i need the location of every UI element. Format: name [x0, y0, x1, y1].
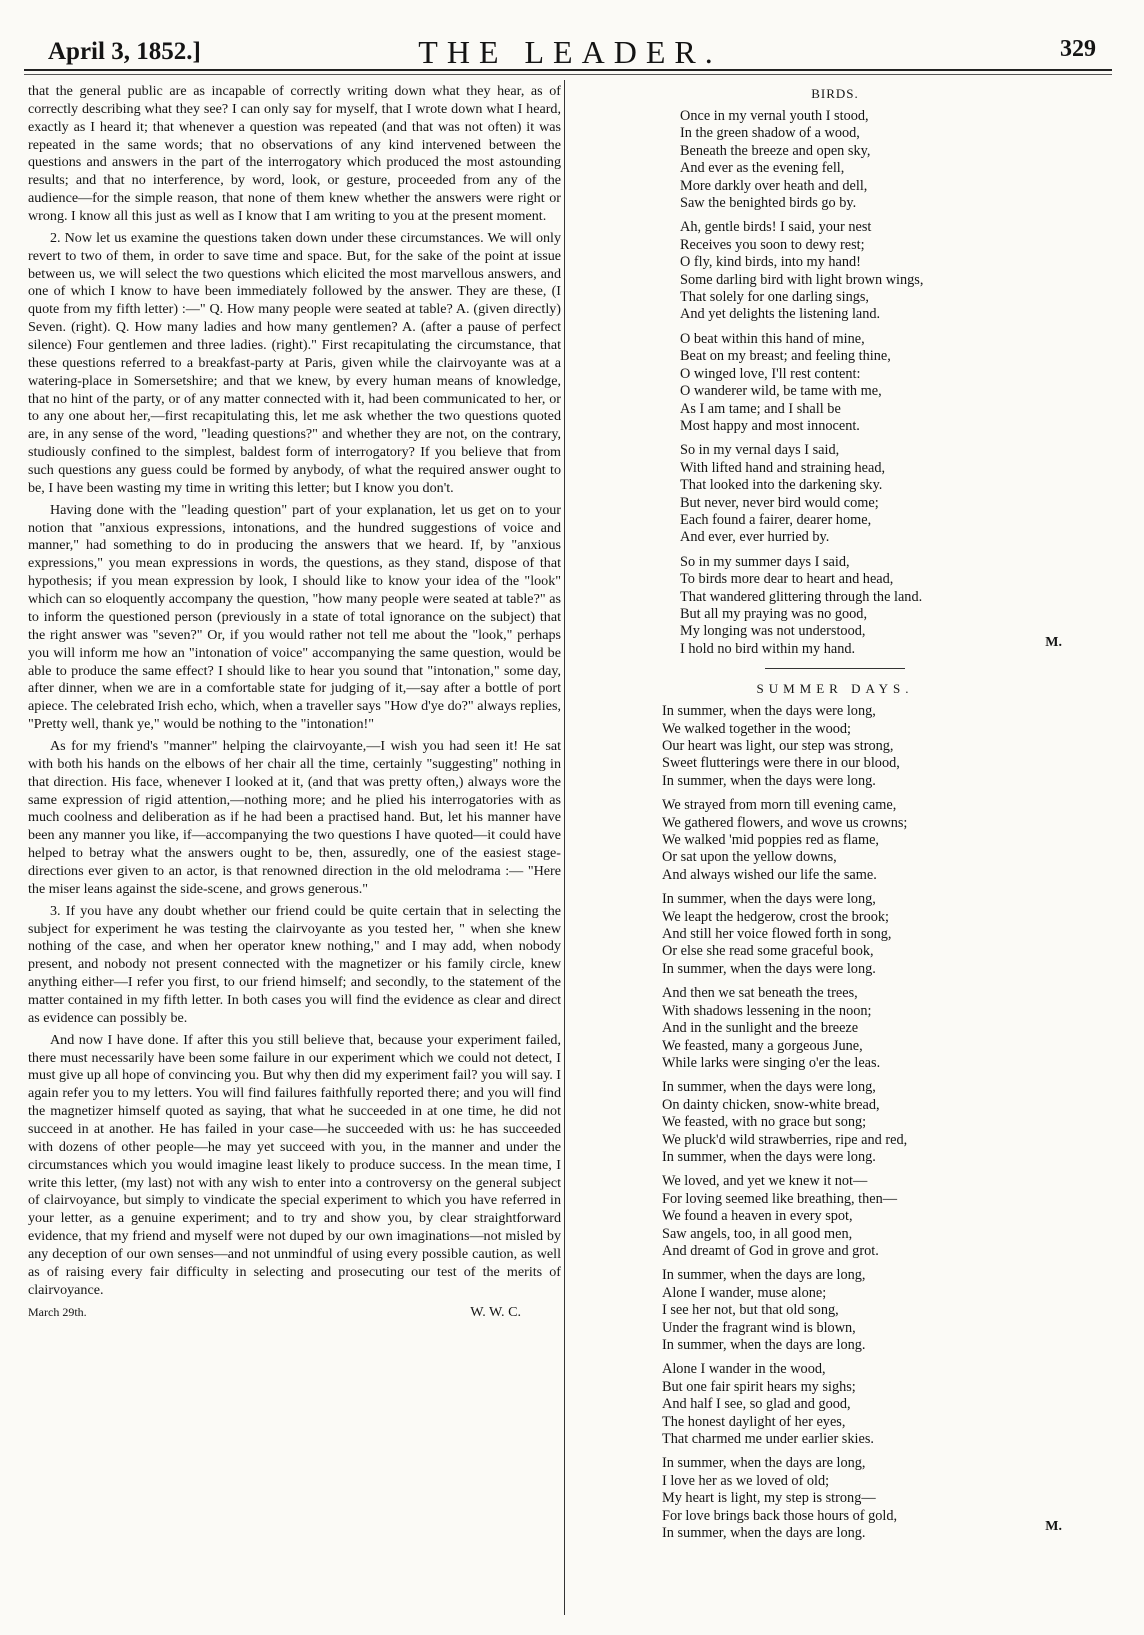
- poem-line: Or else she read some graceful book,: [662, 943, 874, 960]
- poem-line: My longing was not understood,: [680, 623, 866, 640]
- poem-line: For loving seemed like breathing, then—: [662, 1190, 898, 1207]
- poem-stanza: [680, 108, 1090, 212]
- poem-summer-days: [580, 703, 1090, 1542]
- poetry-column: [580, 86, 1090, 1549]
- poem-line: Our heart was light, our step was strong,: [662, 738, 894, 754]
- poem-line: O beat within this hand of mine,: [680, 330, 865, 347]
- poem-title-summer-days: SUMMER DAYS.: [756, 681, 914, 697]
- poem-stanza: [662, 1267, 1090, 1354]
- poem-line: Most happy and most innocent.: [680, 417, 860, 434]
- poem-line: In summer, when the days were long.: [662, 772, 876, 789]
- poem-line: O wanderer wild, be tame with me,: [680, 383, 882, 400]
- poem-line: Beat on my breast; and feeling thine,: [680, 348, 891, 365]
- poem-line: And always wished our life the same.: [662, 866, 877, 883]
- poem-title-birds: BIRDS.: [811, 86, 859, 101]
- poem-line: We pluck'd wild strawberries, ripe and red,: [662, 1131, 908, 1148]
- poem-line: I see her not, but that old song,: [662, 1302, 839, 1319]
- page-number: 329: [1060, 36, 1096, 62]
- poem-line: And then we sat beneath the trees,: [662, 985, 858, 1002]
- poem-line: We walked 'mid poppies red as flame,: [662, 832, 880, 849]
- letter-paragraph: that the general public are as incapable of correctly writing down what they hear, as of correctly describing what they see? I can only say for myself, that I wrote down what I heard, exactly as I heard it; that whenever a question was repeated (and that was not often) it was repeated in the same words; that no observations of any kind intervened between the questions and answers in the part of the interrogatory which produced the most astounding results; and that no interference, by word, look, or gesture, proceeded from any of the audience—for the simple reason, that none of them knew whether the answers were right or wrong. I know all this just as well as I know that I am writing to you at the present moment.: [28, 83, 561, 225]
- poem-stanza: [680, 219, 1090, 323]
- poem-stanza: [662, 1173, 1090, 1260]
- poem-stanza: [662, 1079, 1090, 1166]
- poem-line: In summer, when the days were long,: [662, 891, 876, 908]
- poem-line: O fly, kind birds, into my hand!: [680, 254, 861, 271]
- letter-paragraph: And now I have done. If after this you still believe that, because your experiment failed, there must necessarily have been some failure in our experiment which we could not detect, I must give up all hope of convincing you. But why then did my experiment fail? you will say. I again refer you to my letters. You will find failures faithfully reported there; and you will find the magnetizer himself quoted as saying, that what he succeeded in at one time, he did not succeed in at another. He has failed in your case—he succeeded with us: he has succeeded with dozens of other people—he may yet succeed with you, in the manner and under the circumstances which you would imagine least likely to produce success. In the mean time, I write this letter, (my last) not with any wish to enter into a controversy on the general subject of clairvoyance, but simply to vindicate the special experiment to which you have referred in your letter, as a genuine experiment; and to try and show you, by clear straightforward evidence, that my friend and myself were not duped by our own imaginations—not misled by any deception of our own senses—and not unmindful of using every possible caution, as well as of raising every fair difficulty in selecting and prosecuting our test of the merits of clairvoyance.: [28, 1031, 561, 1298]
- poem-line: And yet delights the listening land.: [680, 306, 881, 323]
- poem-stanza: [662, 1455, 1090, 1542]
- poem-line: Saw the benighted birds go by.: [680, 195, 857, 212]
- poem-line: Once in my vernal youth I stood,: [680, 108, 869, 124]
- poem-line: We found a heaven in every spot,: [662, 1208, 853, 1225]
- letter-paragraph: As for my friend's "manner" helping the clairvoyante,—I wish you had seen it! He sat with both his hands on the elbows of her chair all the time, certainly "suggesting" nothing in that direction. His face, whenever I looked at it, (and that was pretty often,) always wore the same expression of rigid attention,—nothing more; and he plied his interrogatories with as much coolness and deliberation as if he had been a practised hand. But, let his manner have been any manner you like, if—accompanying the two questions I have quoted—it could have helped to betray what the answers ought to be, then, assuredly, one of the easiest stage-directions ever given to an actor, is that renowned direction in the old melodrama :— "Here the miser leans against the side-scene, and grows generous.": [28, 737, 561, 897]
- poem-line: Receives you soon to dewy rest;: [680, 236, 865, 253]
- poem-line: And ever as the evening fell,: [680, 160, 845, 177]
- poem-line: We loved, and yet we knew it not—: [662, 1173, 868, 1190]
- poem-line: Sweet flutterings were there in our blood,: [662, 755, 900, 772]
- poem-line: And half I see, so glad and good,: [662, 1396, 851, 1413]
- letter-paragraph: Having done with the "leading question" part of your explanation, let us get on to your notion that "anxious expressions, intonations, and the hundred suggestions of voice and manner," had something to do in producing the answers that we heard. If, by "anxious expressions," you mean expressions in words, the questions, as they stand, dispose of that hypothesis; if you mean expression by look, I should like to know your idea of the "look" which can so eloquently accompany the question, "how many people were seated at table?" as to inform the questioned person (previously in a state of total ignorance on the subject) that the right answer was "seven?" Or, if you would rather not tell me about the "look," perhaps you will inform me how an "intonation of voice" accompanying the same question, would be able to produce the same effect? I should like to hear you sound that "intonation," some day, after dinner, when we are in a comfortable state for judging of it,—say after a bottle of port apiece. The celebrated Irish echo, which, when a traveller says "How d'ye do?" always replies, "Pretty well, thank ye," would be nothing to the "intonation!": [28, 501, 561, 733]
- poem-line: In summer, when the days are long.: [662, 1525, 866, 1542]
- poem-line: We strayed from morn till evening came,: [662, 797, 897, 814]
- poem-line: I hold no bird within my hand.: [680, 640, 856, 657]
- poem-line: That wandered glittering through the land.: [680, 588, 923, 605]
- poem-line: In summer, when the days were long.: [662, 960, 876, 977]
- poem-line: And still her voice flowed forth in song,: [662, 926, 892, 943]
- letter-footer: [28, 1304, 561, 1322]
- poem-separator: [765, 668, 905, 669]
- poem-line: Alone I wander in the wood,: [662, 1361, 826, 1378]
- poem-line: So in my vernal days I said,: [680, 442, 840, 459]
- poem-line: And ever, ever hurried by.: [680, 529, 830, 546]
- poem-line: In the green shadow of a wood,: [680, 125, 860, 142]
- poem-line: For love brings back those hours of gold,: [662, 1507, 898, 1524]
- poem-line: Alone I wander, muse alone;: [662, 1284, 827, 1301]
- poem-stanza: [662, 985, 1090, 1072]
- header-rule: [24, 69, 1112, 71]
- poem-line: Each found a fairer, dearer home,: [680, 511, 872, 528]
- poem-line: I love her as we loved of old;: [662, 1472, 830, 1489]
- masthead: [40, 30, 1100, 70]
- poem-line: We feasted, many a gorgeous June,: [662, 1037, 863, 1054]
- poem-line: Under the fragrant wind is blown,: [662, 1319, 856, 1336]
- poem-line: But all my praying was no good,: [680, 605, 868, 622]
- poem-line: O winged love, I'll rest content:: [680, 365, 861, 382]
- poem-line: That looked into the darkening sky.: [680, 477, 883, 494]
- poem-line: That charmed me under earlier skies.: [662, 1431, 874, 1448]
- letter-paragraph: 2. Now let us examine the questions taken down under these circumstances. We will only revert to two of them, in order to save time and space. But, for the sake of the point at issue between us, we will select the two questions which elicited the most marvellous answers, and one of which I know to have been immediately followed by the answer. They are these, (I quote from my fifth letter) :—" Q. How many people were seated at table? A. (given directly) Seven. (right). Q. How many ladies and how many gentlemen? A. (after a pause of perfect silence) Four gentlemen and three ladies. (right)." First recapitulating the circumstance, that these questions referred to a breakfast-party at Paris, given while the clairvoyante was at a watering-place in Somersetshire; and that we knew, by every human means of knowledge, that no hint of the party, or of any matter connected with it, had been communicated to her, or to any one about her,—first recapitulating this, let me ask whether the two questions quoted are, in any sense of the word, "leading questions?" and whether they are not, on the contrary, studiously confined to the simplest, baldest form of interrogatory? If you believe that from such questions any guess could be formed by anybody, of what the required answer ought to be, I have been wasting my time in writing this letter; but I know you don't.: [28, 229, 561, 496]
- poem-line: With lifted hand and straining head,: [680, 459, 886, 476]
- poem-line: In summer, when the days were long,: [662, 1079, 876, 1096]
- poem-line: Some darling bird with light brown wings,: [680, 271, 924, 288]
- poem-line: In summer, when the days were long.: [662, 1148, 876, 1165]
- poem-stanza: [662, 797, 1090, 884]
- poem-line: Saw angels, too, in all good men,: [662, 1225, 853, 1242]
- poem-line: Beneath the breeze and open sky,: [680, 142, 871, 159]
- poem-stanza: [680, 331, 1090, 435]
- poem-line: In summer, when the days are long,: [662, 1455, 866, 1472]
- poem-line: In summer, when the days are long,: [662, 1267, 866, 1284]
- poem-stanza: [662, 891, 1090, 978]
- letter-column: [28, 83, 561, 1325]
- poem-line: We feasted, with no grace but song;: [662, 1114, 867, 1131]
- poem-signature: M.: [1045, 634, 1062, 650]
- poem-line: So in my summer days I said,: [680, 553, 850, 570]
- poem-line: While larks were singing o'er the leas.: [662, 1054, 881, 1071]
- poem-line: Or sat upon the yellow downs,: [662, 849, 837, 866]
- poem-line: More darkly over heath and dell,: [680, 177, 868, 194]
- header-rule-thin: [24, 74, 1112, 75]
- letter-signature: W. W. C.: [470, 1303, 521, 1320]
- column-divider: [564, 80, 565, 1615]
- poem-line: That solely for one darling sings,: [680, 289, 870, 306]
- poem-line: Ah, gentle birds! I said, your nest: [680, 219, 872, 236]
- issue-date: April 3, 1852.]: [48, 38, 201, 65]
- poem-stanza: [680, 554, 1090, 658]
- letter-date: March 29th.: [28, 1304, 87, 1319]
- poem-stanza: [662, 703, 1090, 790]
- poem-line: But never, never bird would come;: [680, 494, 879, 511]
- poem-line: As I am tame; and I shall be: [680, 400, 841, 417]
- poem-stanza: [680, 442, 1090, 546]
- poem-line: And dreamt of God in grove and grot.: [662, 1242, 879, 1259]
- poem-line: And in the sunlight and the breeze: [662, 1020, 859, 1037]
- poem-line: We leapt the hedgerow, crost the brook;: [662, 908, 889, 925]
- poem-line: In summer, when the days are long.: [662, 1337, 866, 1353]
- poem-stanza: [662, 1361, 1090, 1448]
- poem-birds: [580, 108, 1090, 658]
- poem-line: My heart is light, my step is strong—: [662, 1490, 876, 1507]
- newspaper-title: THE LEADER.: [418, 34, 722, 70]
- poem-line: On dainty chicken, snow-white bread,: [662, 1096, 880, 1113]
- poem-line: In summer, when the days were long,: [662, 703, 876, 720]
- poem-line: We gathered flowers, and wove us crowns;: [662, 814, 908, 831]
- poem-line: The honest daylight of her eyes,: [662, 1413, 846, 1430]
- letter-paragraph: 3. If you have any doubt whether our friend could be quite certain that in selecting the subject for experiment he was testing the clairvoyante as you tested her, " when she knew nothing of the case, and when her operator knew nothing," and I may add, when nobody present, and nobody not present connected with the magnetizer or his family circle, knew anything either—I refer you first, to our friend himself; and secondly, to the statement of the matter contained in my fifth letter. In both cases you will find the evidence as clear and direct as evidence can possibly be.: [28, 902, 561, 1026]
- poem-signature: M.: [1045, 1519, 1062, 1535]
- poem-line: We walked together in the wood;: [662, 720, 852, 737]
- poem-line: But one fair spirit hears my sighs;: [662, 1378, 856, 1395]
- poem-line: To birds more dear to heart and head,: [680, 571, 894, 588]
- poem-line: With shadows lessening in the noon;: [662, 1002, 872, 1019]
